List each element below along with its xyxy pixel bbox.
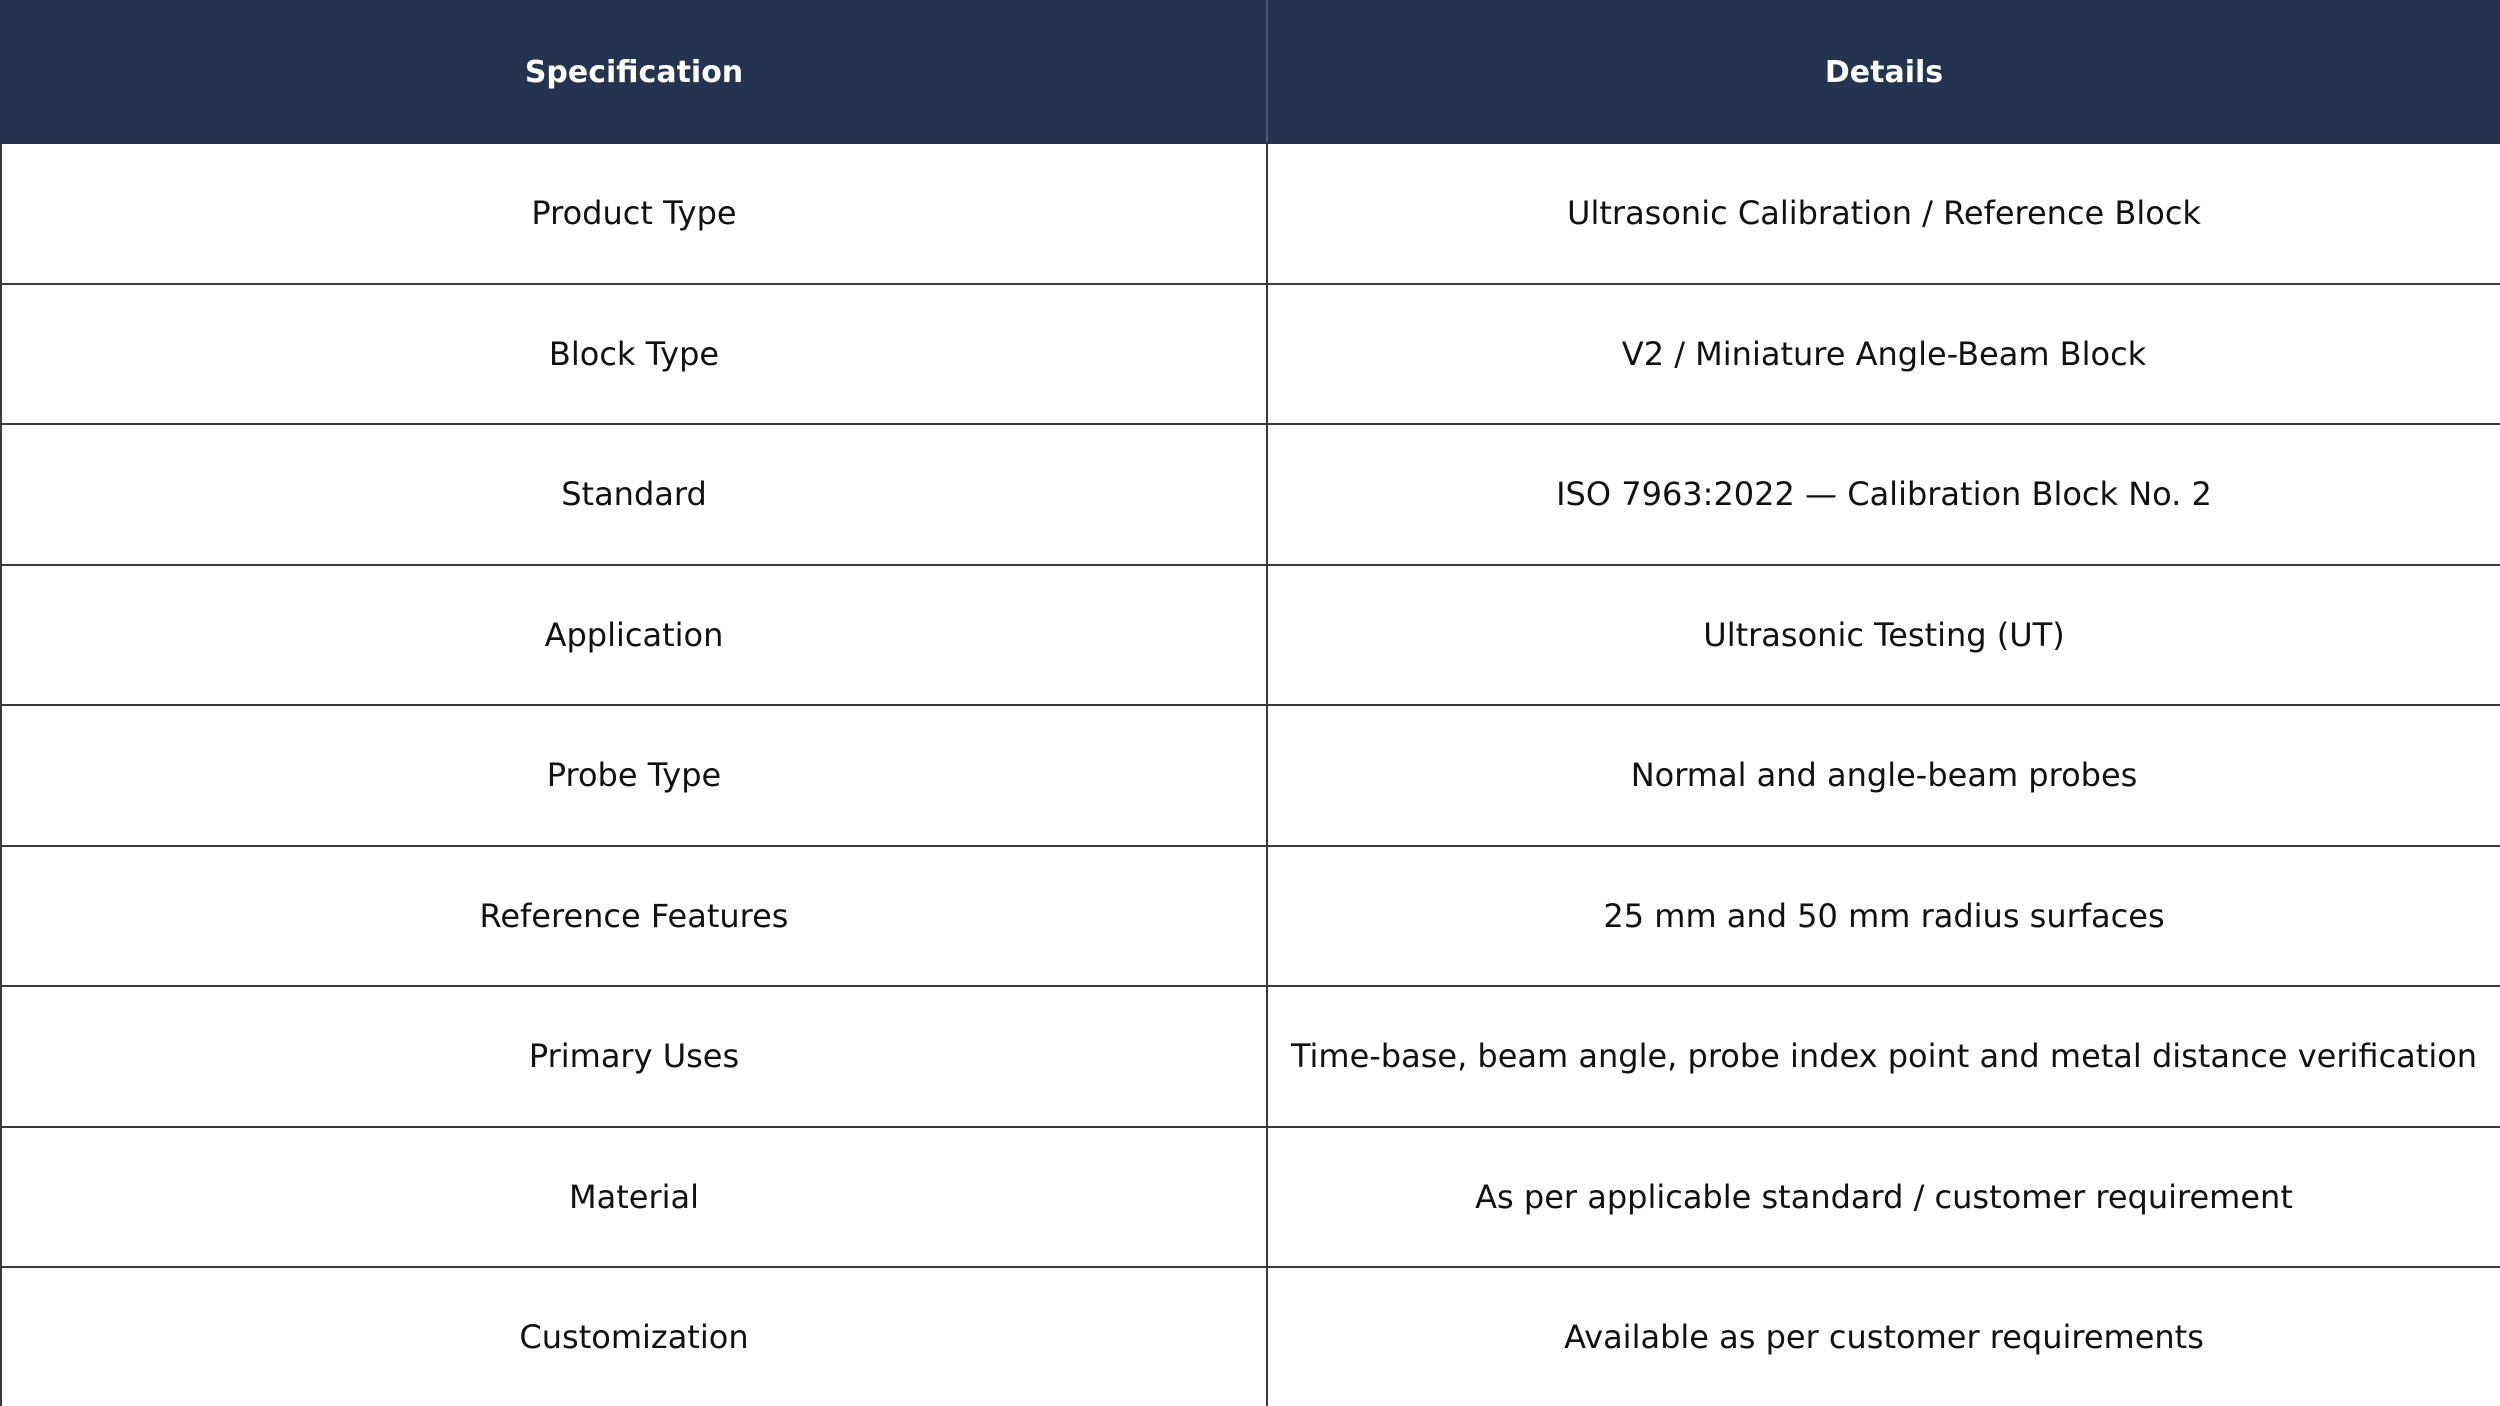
spec-cell: Probe Type xyxy=(1,705,1267,846)
spec-cell: Application xyxy=(1,565,1267,706)
details-cell: 25 mm and 50 mm radius surfaces xyxy=(1267,846,2500,987)
table-row xyxy=(1,143,2500,284)
table-row xyxy=(1,986,2500,1127)
details-cell: Time-base, beam angle, probe index point and metal distance verification xyxy=(1267,986,2500,1127)
table-row xyxy=(1,705,2500,846)
spec-cell: Reference Features xyxy=(1,846,1267,987)
spec-cell: Block Type xyxy=(1,284,1267,425)
spec-cell: Customization xyxy=(1,1267,1267,1406)
header-details: Details xyxy=(1267,1,2500,143)
spec-cell: Standard xyxy=(1,424,1267,565)
spec-cell: Primary Uses xyxy=(1,986,1267,1127)
details-cell: Available as per customer requirements xyxy=(1267,1267,2500,1406)
spec-cell: Product Type xyxy=(1,143,1267,284)
spec-cell: Material xyxy=(1,1127,1267,1268)
table-row xyxy=(1,1127,2500,1268)
details-cell: V2 / Miniature Angle-Beam Block xyxy=(1267,284,2500,425)
table-header xyxy=(1,1,2500,143)
details-cell: ISO 7963:2022 — Calibration Block No. 2 xyxy=(1267,424,2500,565)
table-body xyxy=(1,143,2500,1406)
details-cell: Ultrasonic Testing (UT) xyxy=(1267,565,2500,706)
table-row xyxy=(1,565,2500,706)
details-cell: As per applicable standard / customer requirement xyxy=(1267,1127,2500,1268)
header-specification: Specification xyxy=(1,1,1267,143)
table-row xyxy=(1,284,2500,425)
details-cell: Normal and angle-beam probes xyxy=(1267,705,2500,846)
table-row xyxy=(1,1267,2500,1406)
header-row xyxy=(1,1,2500,143)
table-row xyxy=(1,846,2500,987)
details-cell: Ultrasonic Calibration / Reference Block xyxy=(1267,143,2500,284)
table-row xyxy=(1,424,2500,565)
